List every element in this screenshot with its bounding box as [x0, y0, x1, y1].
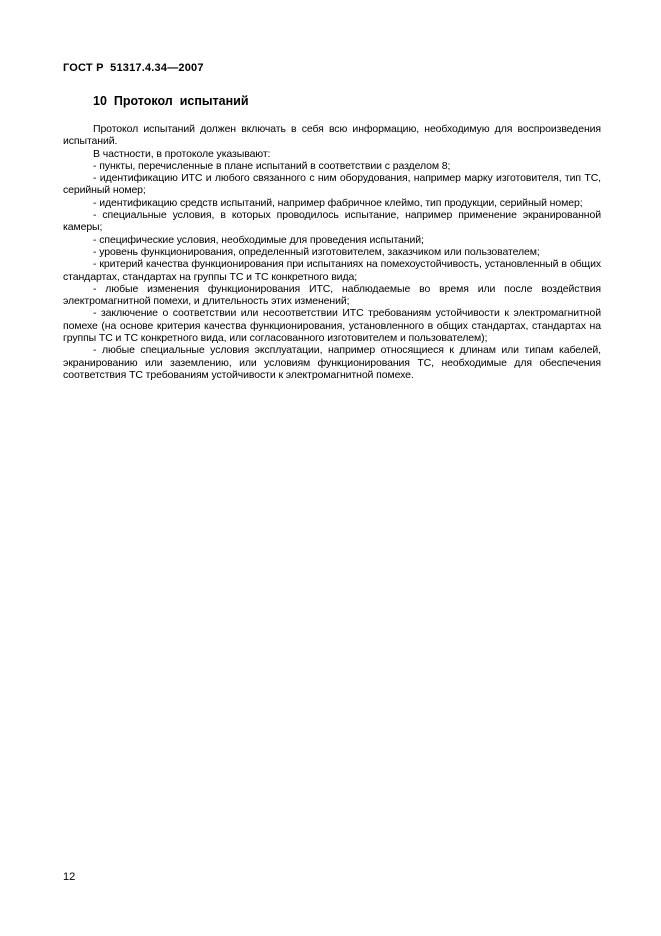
list-item-paragraph: - специфические условия, необходимые для проведения испытаний;: [93, 233, 424, 246]
page-number: 12: [63, 871, 76, 883]
list-item-paragraph: - уровень функционирования, определенный изготовителем, заказчиком или пользователем;: [93, 245, 540, 258]
list-item-paragraph: - идентификацию ИТС и любого связанного с ним оборудования, например марку изготовителя, тип ТС, серийный номер;: [63, 172, 601, 197]
paragraph: Протокол испытаний должен включать в себя всю информацию, необходимую для воспроизведения испытаний.: [63, 123, 601, 148]
section-title: 10 Протокол испытаний: [93, 94, 249, 108]
list-item-paragraph: - заключение о соответствии или несоответствии ИТС требованиям устойчивости к электромагнитной помехе (на основе критерия качества функционирования, установленного в общих стандартах, стандартах на группы ТС и ТС конкретного вида, или согласованного изготовителем и пользователем);: [63, 307, 601, 345]
paragraph: В частности, в протоколе указывают:: [93, 147, 271, 160]
list-item-paragraph: - идентификацию средств испытаний, например фабричное клеймо, тип продукции, серийный номер;: [93, 196, 583, 209]
list-item-paragraph: - специальные условия, в которых проводилось испытание, например применение экранированной камеры;: [63, 209, 601, 234]
document-number: ГОСТ Р 51317.4.34—2007: [63, 62, 204, 74]
list-item-paragraph: - любые специальные условия эксплуатации, например относящиеся к длинам или типам кабелей, экранированию или заземлению, или условиям функционирования ТС, необходимые для обеспечения соответствия ТС требованиям устойчивости к электромагнитной помехе.: [63, 344, 601, 381]
list-item-paragraph: - любые изменения функционирования ИТС, наблюдаемые во время или после воздействия электромагнитной помехи, и длительность этих изменений;: [63, 282, 601, 308]
list-item-paragraph: - пункты, перечисленные в плане испытаний в соответствии с разделом 8;: [93, 159, 451, 172]
list-item-paragraph: - критерий качества функционирования при испытаниях на помехоустойчивость, установленный в общих стандартах, стандартах на группы ТС и ТС конкретного вида;: [63, 258, 601, 283]
section-body: [63, 123, 601, 381]
